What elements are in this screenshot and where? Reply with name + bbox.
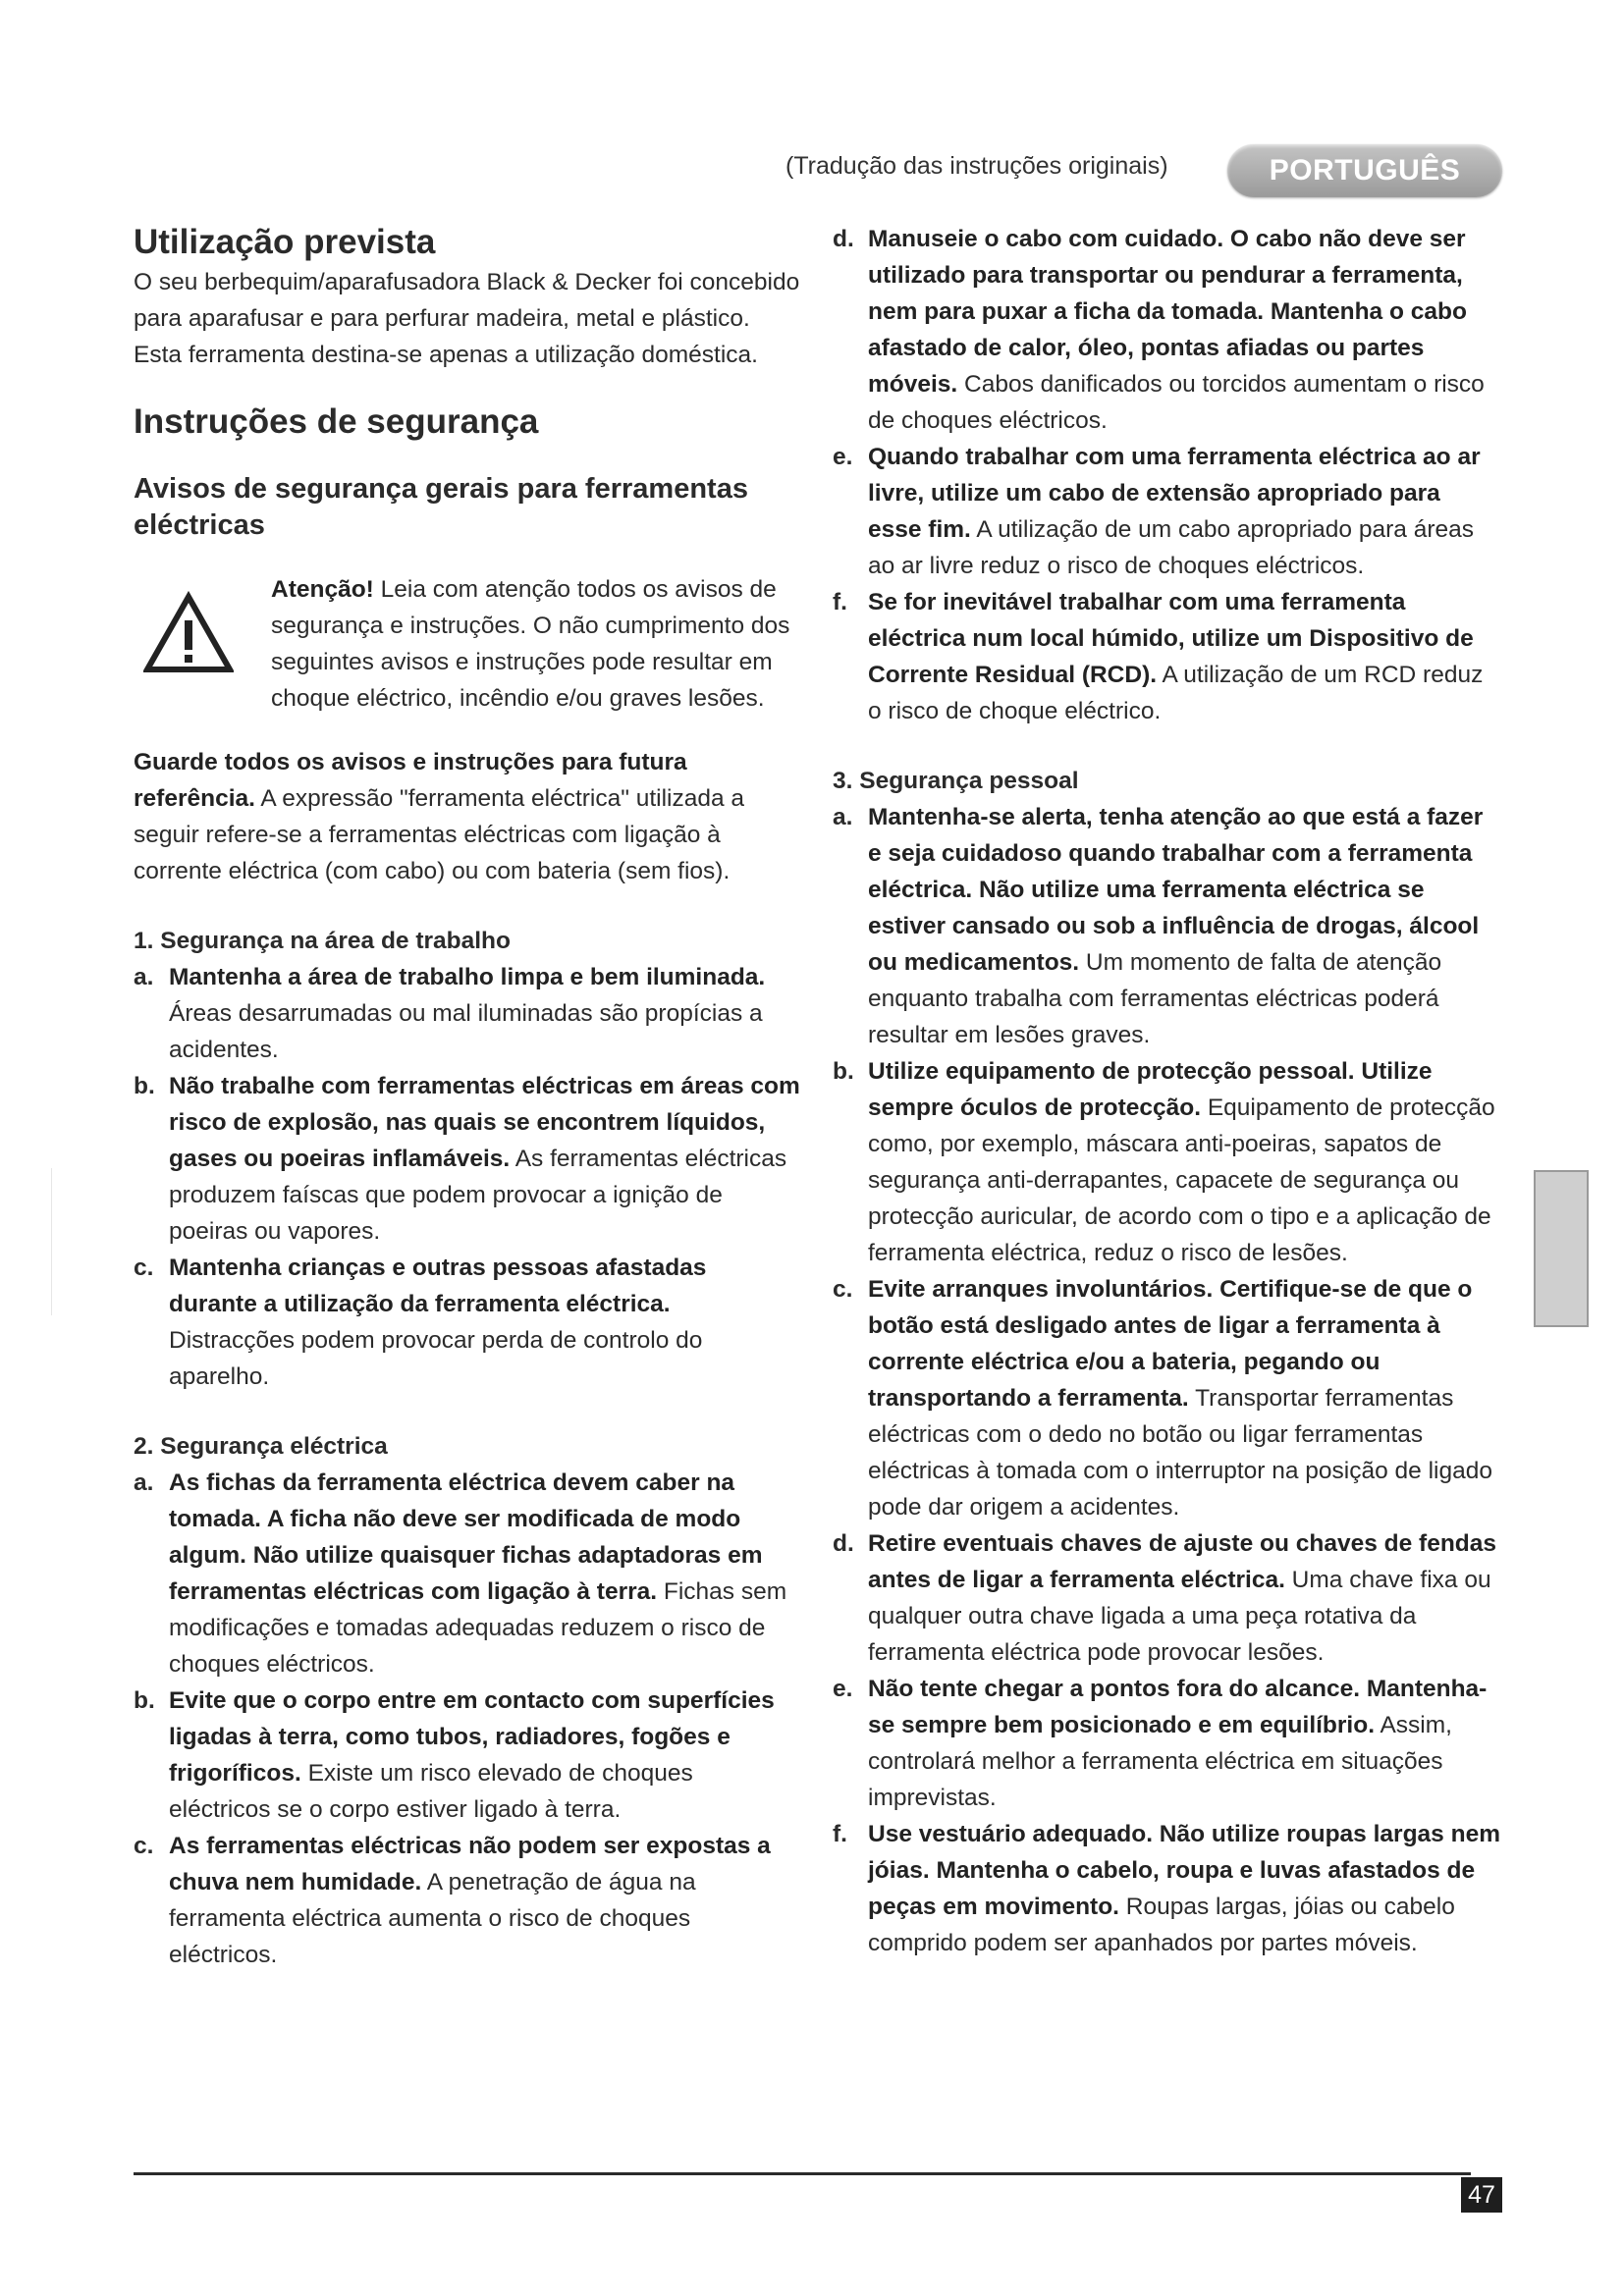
- item-bold: Utilize equipamento de protecção pessoal. Utilize sempre óculos de protecção.: [868, 1058, 1433, 1121]
- item-bold: Mantenha crianças e outras pessoas afastadas durante a utilização da ferramenta eléctrica.: [169, 1255, 707, 1317]
- list-item: [833, 439, 1500, 584]
- list-item: [833, 1671, 1500, 1816]
- list-item: [833, 1816, 1500, 1961]
- item-letter: a.: [134, 1469, 154, 1496]
- page-number: 47: [1461, 2177, 1502, 2213]
- keep-bold: Guarde todos os avisos e instruções para futura referência.: [134, 749, 687, 812]
- list-item: [833, 1525, 1500, 1671]
- item-letter: e.: [833, 444, 853, 470]
- general-warnings-title: Avisos de segurança gerais para ferramentas eléctricas: [134, 473, 748, 541]
- left-column: [134, 221, 801, 1973]
- list-item: [134, 959, 801, 1068]
- warning-paragraph: [271, 571, 791, 717]
- warning-text: Leia com atenção todos os avisos de segurança e instruções. O não cumprimento dos seguintes avisos e instruções pode resultar em choque eléctrico, incêndio e/ou graves lesões.: [271, 576, 790, 712]
- translation-note: (Tradução das instruções originais): [785, 152, 1168, 180]
- item-bold: Mantenha a área de trabalho limpa e bem iluminada.: [169, 964, 766, 990]
- item-bold: Quando trabalhar com uma ferramenta eléctrica ao ar livre, utilize um cabo de extensão apropriado para esse fim.: [868, 444, 1481, 543]
- item-text: Fichas sem modificações e tomadas adequadas reduzem o risco de choques eléctricos.: [169, 1578, 787, 1678]
- item-bold: Mantenha-se alerta, tenha atenção ao que está a fazer e seja cuidadoso quando trabalhar com a ferramenta eléctrica. Não utilize uma ferramenta eléctrica se estiver cansado ou sob a influência de drogas, álcool ou medicamentos.: [868, 804, 1484, 976]
- item-bold: Retire eventuais chaves de ajuste ou chaves de fendas antes de ligar a ferramenta eléctrica.: [868, 1530, 1497, 1593]
- warning-block: [134, 571, 801, 717]
- item-letter: c.: [134, 1833, 154, 1859]
- item-bold: Evite arranques involuntários. Certifique-se de que o botão está desligado antes de ligar a ferramenta à corrente eléctrica e/ou a bateria, pegando ou transportando a ferramenta.: [868, 1276, 1473, 1412]
- item-bold: Evite que o corpo entre em contacto com superfícies ligadas à terra, como tubos, radiadores, fogões e frigoríficos.: [169, 1687, 775, 1787]
- item-letter: c.: [833, 1276, 853, 1303]
- item-text: Transportar ferramentas eléctricas com o dedo no botão ou ligar ferramentas eléctricas à tomada com o interruptor na posição de ligado pode dar origem a acidentes.: [868, 1385, 1492, 1521]
- keep-instructions-paragraph: [134, 744, 801, 889]
- item-text: A utilização de um RCD reduz o risco de choque eléctrico.: [868, 662, 1484, 724]
- item-letter: e.: [833, 1676, 853, 1702]
- item-letter: c.: [134, 1255, 154, 1281]
- right-column: [833, 221, 1500, 1961]
- item-text: Cabos danificados ou torcidos aumentam o risco de choques eléctricos.: [868, 371, 1485, 434]
- item-text: A penetração de água na ferramenta eléctrica aumenta o risco de choques eléctricos.: [169, 1869, 696, 1968]
- warning-bold: Atenção!: [271, 576, 374, 603]
- item-text: Uma chave fixa ou qualquer outra chave ligada a uma peça rotativa da ferramenta eléctrica pode provocar lesões.: [868, 1567, 1491, 1666]
- item-letter: a.: [134, 964, 154, 990]
- warning-triangle-icon: [143, 571, 242, 717]
- section-2-title: 2. Segurança eléctrica: [134, 1433, 388, 1460]
- intended-use-text: O seu berbequim/aparafusadora Black & Decker foi concebido para aparafusar e para perfurar madeira, metal e plástico. Esta ferramenta destina-se apenas a utilização doméstica.: [134, 269, 800, 368]
- item-text: Áreas desarrumadas ou mal iluminadas são propícias a acidentes.: [169, 1000, 763, 1063]
- item-bold: As ferramentas eléctricas não podem ser expostas a chuva nem humidade.: [169, 1833, 771, 1896]
- item-bold: Não trabalhe com ferramentas eléctricas em áreas com risco de explosão, nas quais se encontrem líquidos, gases ou poeiras inflamáveis.: [169, 1073, 800, 1172]
- list-item: [134, 1250, 801, 1395]
- item-text: Roupas largas, jóias ou cabelo comprido podem ser apanhados por partes móveis.: [868, 1894, 1455, 1956]
- item-text: Assim, controlará melhor a ferramenta eléctrica em situações imprevistas.: [868, 1712, 1452, 1811]
- section-3-title: 3. Segurança pessoal: [833, 768, 1079, 794]
- item-text: Existe um risco elevado de choques eléctricos se o corpo estiver ligado à terra.: [169, 1760, 693, 1823]
- item-bold: Se for inevitável trabalhar com uma ferramenta eléctrica num local húmido, utilize um Dispositivo de Corrente Residual (RCD).: [868, 589, 1474, 688]
- intended-use-title: Utilização prevista: [134, 223, 436, 261]
- item-bold: Não tente chegar a pontos fora do alcance. Mantenha-se sempre bem posicionado e em equilíbrio.: [868, 1676, 1488, 1738]
- list-item: [134, 1465, 801, 1682]
- item-bold: Use vestuário adequado. Não utilize roupas largas nem jóias. Mantenha o cabelo, roupa e luvas afastados de peças em movimento.: [868, 1821, 1500, 1920]
- item-letter: b.: [833, 1058, 854, 1085]
- item-letter: d.: [833, 1530, 854, 1557]
- item-text: Distracções podem provocar perda de controlo do aparelho.: [169, 1327, 703, 1390]
- item-letter: b.: [134, 1073, 155, 1099]
- list-item: [833, 1271, 1500, 1525]
- item-letter: f.: [833, 1821, 847, 1847]
- item-text: A utilização de um cabo apropriado para áreas ao ar livre reduz o risco de choques eléctricos.: [868, 516, 1474, 579]
- keep-text: A expressão "ferramenta eléctrica" utilizada a seguir refere-se a ferramentas eléctricas com ligação à corrente eléctrica (com cabo) ou com bateria (sem fios).: [134, 785, 745, 884]
- item-letter: f.: [833, 589, 847, 615]
- list-item: [833, 1053, 1500, 1271]
- item-letter: a.: [833, 804, 853, 830]
- item-text: Equipamento de protecção como, por exemplo, máscara anti-poeiras, sapatos de segurança anti-derrapantes, capacete de segurança ou protecção auricular, de acordo com o tipo e a aplicação de ferramenta eléctrica, reduz o risco de lesões.: [868, 1095, 1495, 1266]
- list-item: [134, 1682, 801, 1828]
- section-1-title: 1. Segurança na área de trabalho: [134, 928, 511, 954]
- item-text: Um momento de falta de atenção enquanto trabalha com ferramentas eléctricas poderá resultar em lesões graves.: [868, 949, 1442, 1048]
- margin-line: [51, 1168, 52, 1315]
- list-item: [833, 584, 1500, 729]
- list-item: [134, 1068, 801, 1250]
- safety-title: Instruções de segurança: [134, 402, 539, 441]
- side-thumb-tab: [1534, 1170, 1589, 1327]
- list-item: [833, 221, 1500, 439]
- language-tab: PORTUGUÊS: [1227, 144, 1502, 197]
- item-bold: As fichas da ferramenta eléctrica devem caber na tomada. A ficha não deve ser modificada de modo algum. Não utilize quaisquer fichas adaptadoras em ferramentas eléctricas com ligação à terra.: [169, 1469, 763, 1605]
- footer-rule: [134, 2172, 1471, 2175]
- item-text: As ferramentas eléctricas produzem faíscas que podem provocar a ignição de poeiras ou vapores.: [169, 1146, 787, 1245]
- item-letter: b.: [134, 1687, 155, 1714]
- item-letter: d.: [833, 226, 854, 252]
- item-bold: Manuseie o cabo com cuidado. O cabo não deve ser utilizado para transportar ou pendurar a ferramenta, nem para puxar a ficha da tomada. Mantenha o cabo afastado de calor, óleo, pontas afiadas ou partes móveis.: [868, 226, 1467, 398]
- list-item: [833, 799, 1500, 1053]
- list-item: [134, 1828, 801, 1973]
